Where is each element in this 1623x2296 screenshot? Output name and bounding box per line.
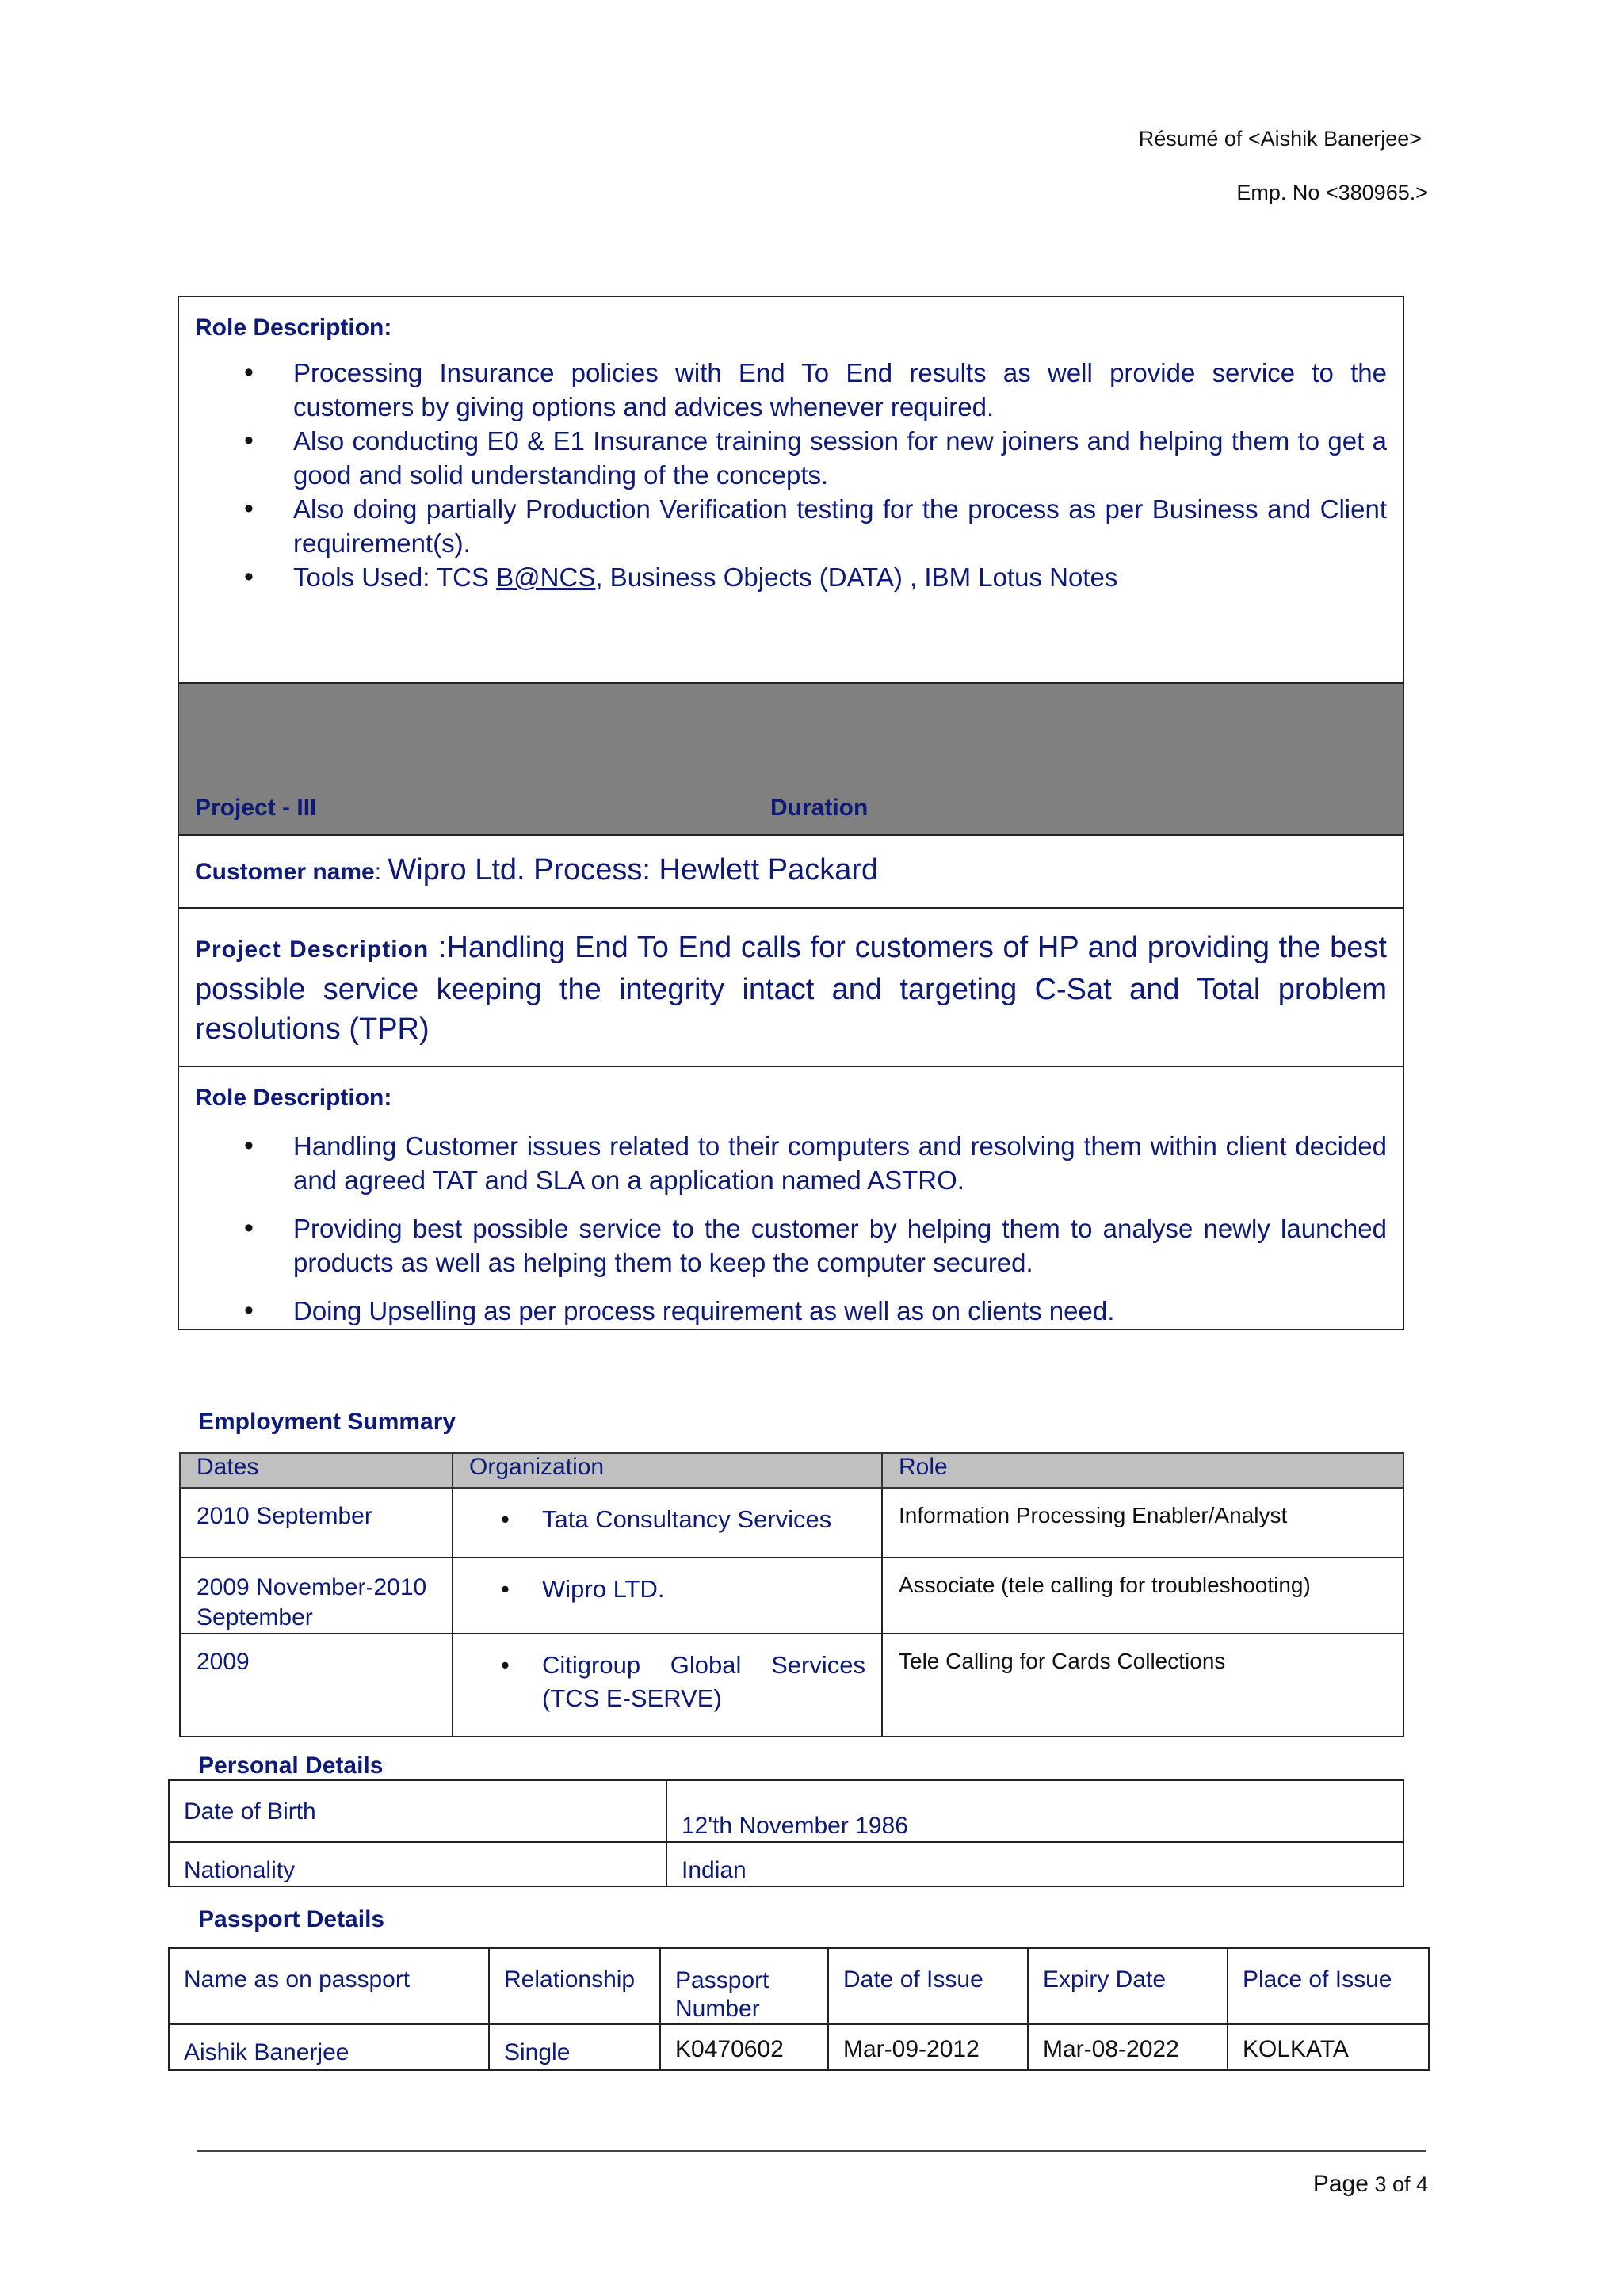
date-of-issue-cell: Mar-09-2012 — [828, 2024, 1028, 2070]
dates-cell: 2009 — [180, 1634, 453, 1737]
passport-number-cell: K0470602 — [660, 2024, 828, 2070]
table-row — [180, 1558, 1403, 1634]
passport-details-heading: Passport Details — [198, 1906, 385, 1932]
table-row — [180, 1634, 1403, 1737]
project-description-row — [179, 909, 1403, 1067]
dob-value-cell: 12'th November 1986 — [666, 1780, 1403, 1842]
personal-details-table — [168, 1779, 1404, 1887]
role-description-label: Role Description: — [195, 315, 392, 341]
column-header-dates: Dates — [180, 1453, 453, 1488]
role-bullet-list — [195, 356, 1387, 594]
project-description-label: Project Description — [195, 936, 430, 963]
role-description-label: Role Description: — [195, 1085, 392, 1111]
tools-link[interactable]: B@NCS — [496, 563, 596, 592]
list-item: • Handling Customer issues related to their computers and resolving them within client decided and agreed TAT and SLA on a application named ASTRO. — [195, 1129, 1387, 1197]
personal-details-heading: Personal Details — [198, 1753, 384, 1779]
relationship-cell: Single — [489, 2024, 660, 2070]
customer-name-label: Customer name — [195, 859, 375, 885]
organization-cell — [453, 1488, 882, 1558]
footer-divider — [197, 2150, 1426, 2152]
organization-name: • Tata Consultancy Services — [501, 1503, 873, 1536]
project-3-role-section — [179, 1067, 1403, 1329]
organization-cell — [453, 1634, 882, 1737]
resume-owner-header: Résumé of <Aishik Banerjee> — [1138, 127, 1422, 151]
project-3-header-row — [179, 684, 1403, 836]
column-header-role: Role — [882, 1453, 1403, 1488]
project-description — [195, 928, 1387, 1049]
customer-name-colon: : — [374, 859, 388, 885]
column-header-expiry-date: Expiry Date — [1028, 1948, 1228, 2024]
table-row — [169, 1948, 1429, 2024]
page-number — [1313, 2171, 1428, 2198]
table-row — [169, 1842, 1403, 1886]
duration-label: Duration — [770, 795, 869, 821]
passport-details-table — [168, 1947, 1430, 2071]
tools-suffix: , Business Objects (DATA) , IBM Lotus Notes — [595, 563, 1118, 592]
column-header-passport-number: Passport Number — [660, 1948, 828, 2024]
organization-name: • Citigroup Global Services (TCS E-SERVE) — [501, 1649, 865, 1715]
list-item: • Also doing partially Production Verification testing for the process as per Business and Client requirement(s). — [195, 492, 1387, 560]
role-bullet-list — [195, 1129, 1387, 1342]
table-row — [169, 2024, 1429, 2070]
list-item: • Doing Upselling as per process requirement as well as on clients need. — [195, 1294, 1387, 1328]
dates-cell: 2010 September — [180, 1488, 453, 1558]
column-header-relationship: Relationship — [489, 1948, 660, 2024]
project-description-value: :Handling End To End calls for customers of HP and providing the best possible service keeping the integrity intact and targeting C-Sat and Total problem resolutions (TPR) — [195, 931, 1387, 1046]
role-cell: Information Processing Enabler/Analyst — [882, 1488, 1403, 1558]
role-cell: Associate (tele calling for troubleshooting) — [882, 1558, 1403, 1634]
list-item: • Also conducting E0 & E1 Insurance training session for new joiners and helping them to get a good and solid understanding of the concepts. — [195, 424, 1387, 492]
column-header-place-of-issue: Place of Issue — [1228, 1948, 1429, 2024]
dates-cell: 2009 November-2010 September — [180, 1558, 453, 1634]
employment-summary-heading: Employment Summary — [198, 1409, 456, 1435]
passport-name-cell: Aishik Banerjee — [169, 2024, 489, 2070]
list-item: • Processing Insurance policies with End To End results as well provide service to the customers by giving options and advices whenever required. — [195, 356, 1387, 424]
table-row — [169, 1780, 1403, 1842]
column-header-name: Name as on passport — [169, 1948, 489, 2024]
organization-cell — [453, 1558, 882, 1634]
dob-label-cell: Date of Birth — [169, 1780, 666, 1842]
place-of-issue-cell: KOLKATA — [1228, 2024, 1429, 2070]
list-item: • Providing best possible service to the customer by helping them to analyse newly launched products as well as helping them to keep the computer secured. — [195, 1211, 1387, 1280]
employment-summary-table — [179, 1452, 1404, 1737]
employee-number-header: Emp. No <380965.> — [1236, 181, 1428, 204]
role-cell: Tele Calling for Cards Collections — [882, 1634, 1403, 1737]
tools-prefix: Tools Used: TCS — [293, 563, 497, 592]
list-item — [195, 560, 1387, 594]
project-3-title: Project - III — [195, 795, 317, 821]
page-word: Page — [1312, 2171, 1369, 2197]
page-count: 3 of 4 — [1368, 2172, 1428, 2196]
expiry-date-cell: Mar-08-2022 — [1028, 2024, 1228, 2070]
table-row — [180, 1488, 1403, 1558]
column-header-date-of-issue: Date of Issue — [828, 1948, 1028, 2024]
project-details-box — [178, 296, 1404, 1330]
organization-name: • Wipro LTD. — [501, 1573, 873, 1606]
customer-name-value: Wipro Ltd. Process: Hewlett Packard — [388, 853, 879, 887]
project-2-role-section — [179, 297, 1403, 684]
customer-name-row — [179, 836, 1403, 909]
nationality-label-cell: Nationality — [169, 1842, 666, 1886]
customer-name — [195, 853, 878, 887]
nationality-value-cell: Indian — [666, 1842, 1403, 1886]
column-header-organization: Organization — [453, 1453, 882, 1488]
